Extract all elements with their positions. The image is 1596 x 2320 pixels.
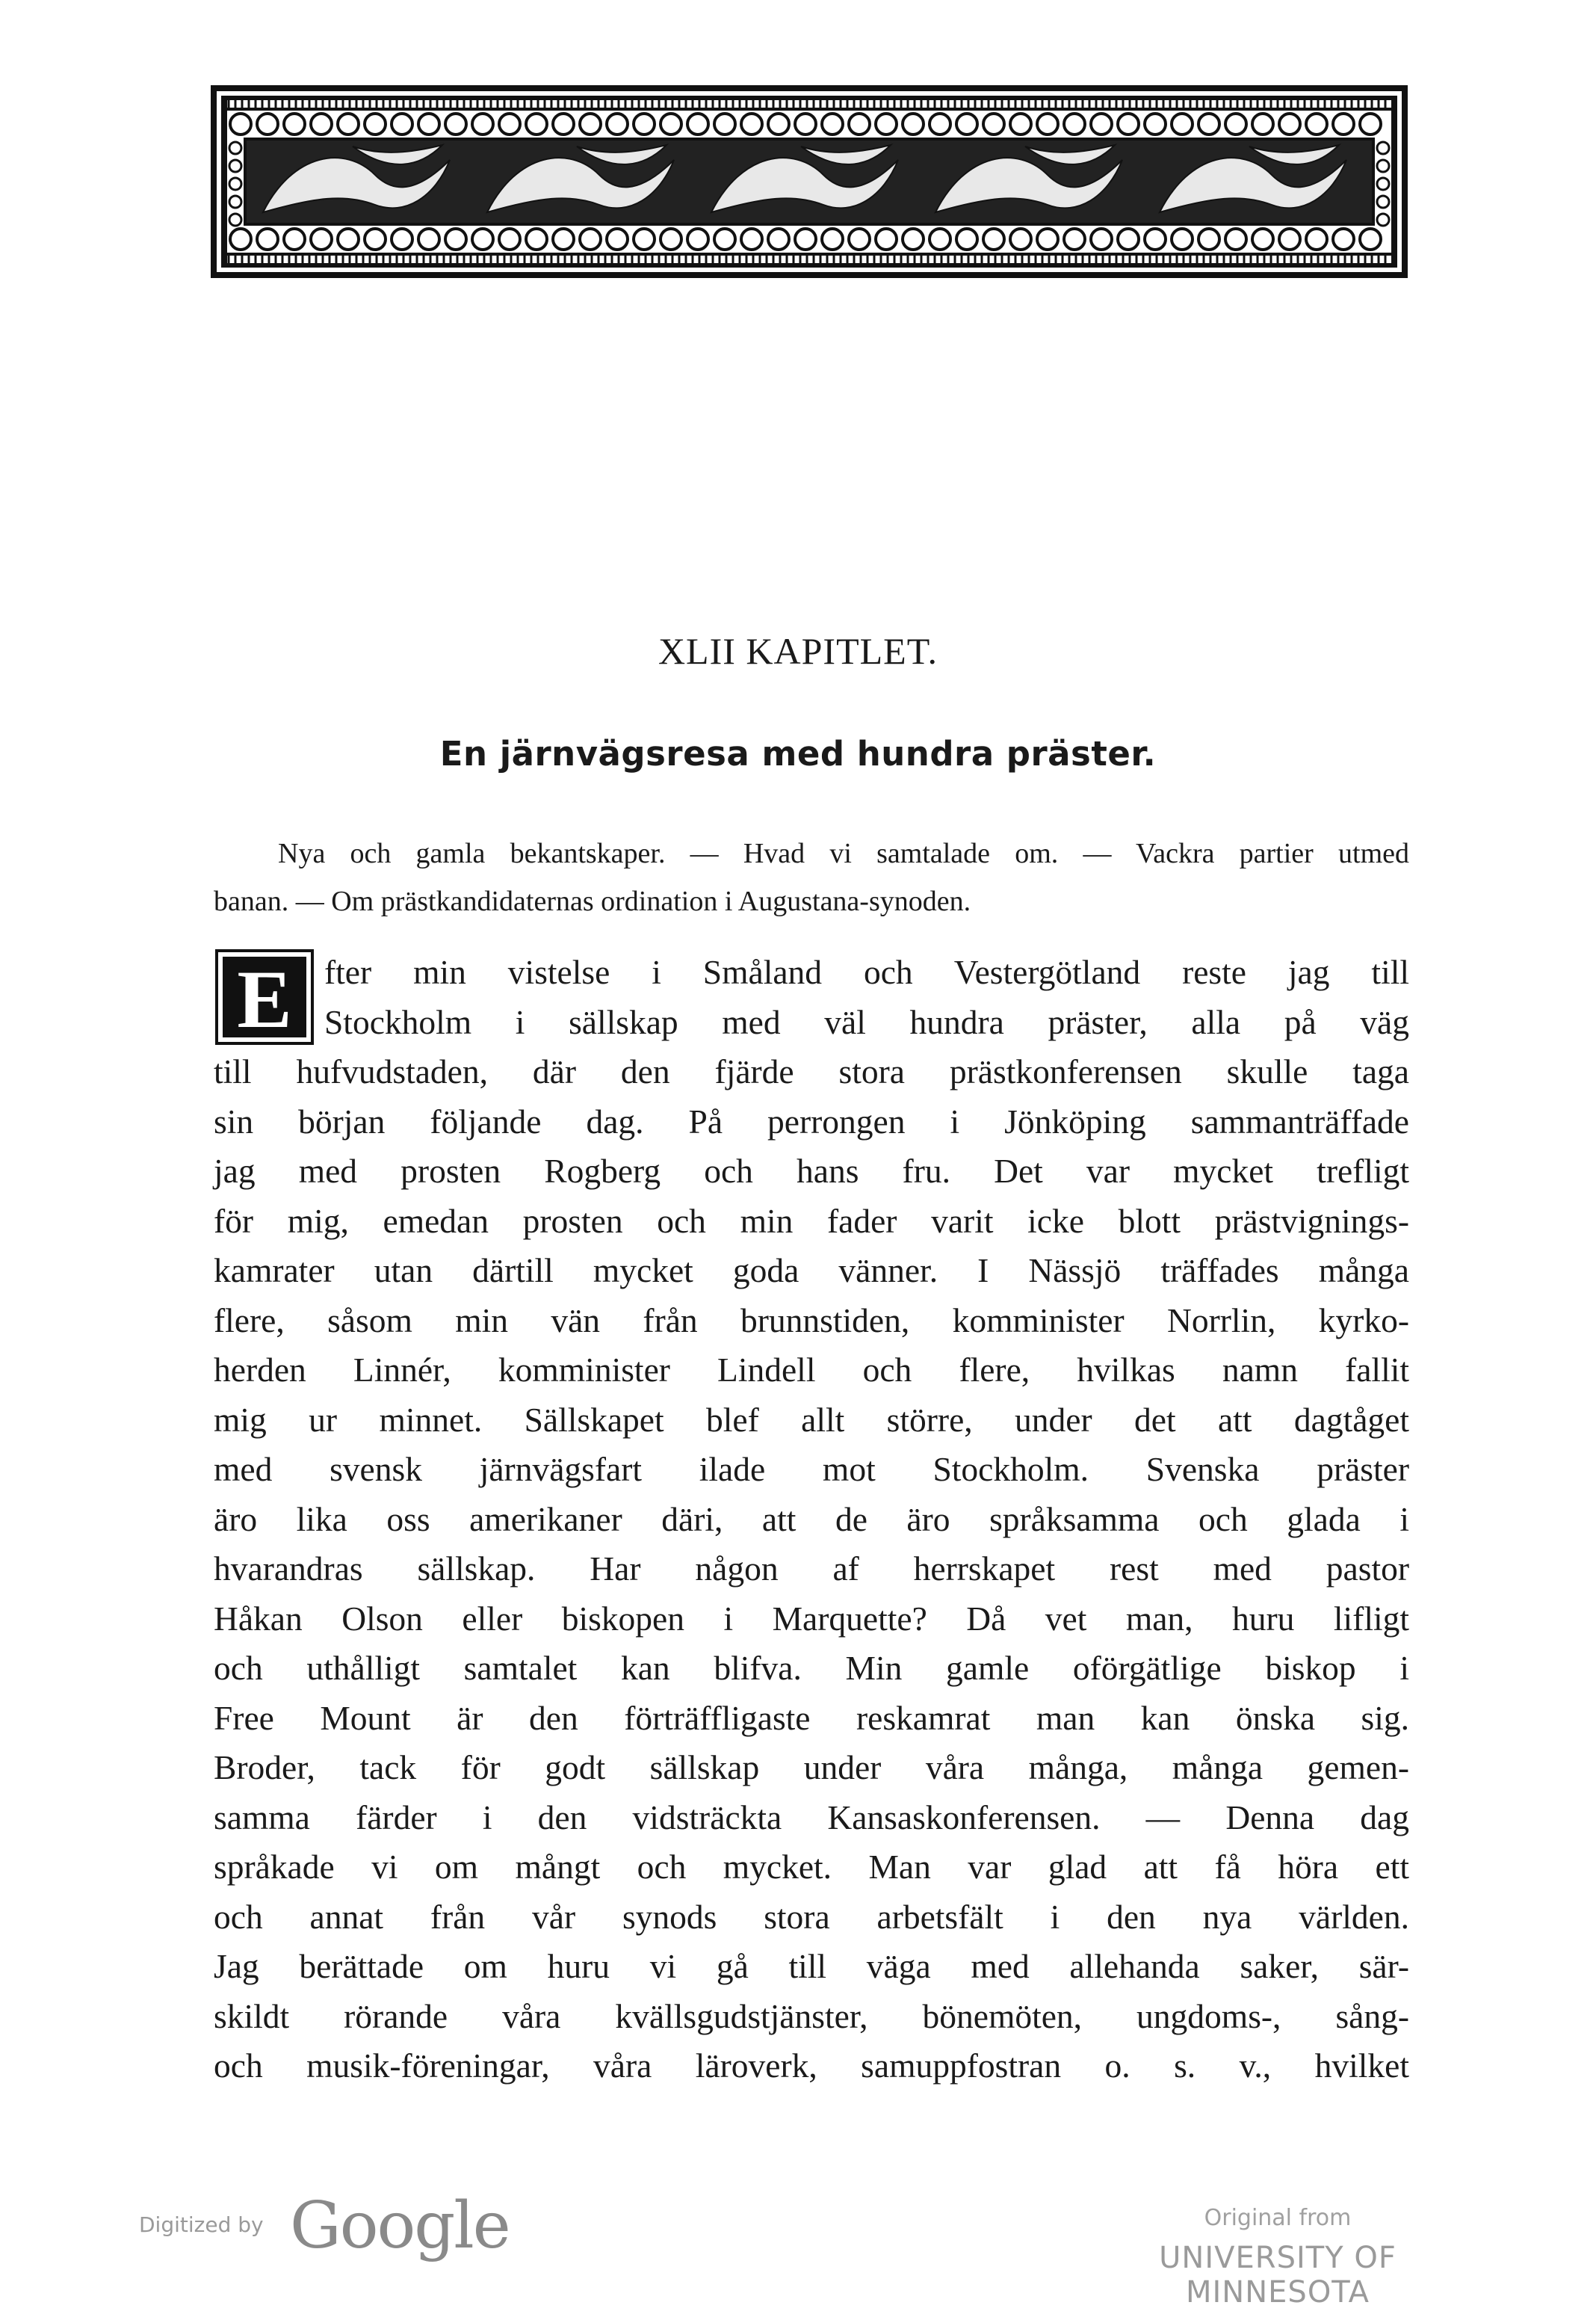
text-line: äro lika oss amerikaner däri, att de äro språksamma och glada i	[214, 1499, 1409, 1538]
text-line: fter min vistelse i Småland och Vestergötland reste jag till	[324, 953, 1409, 991]
text-line: Broder, tack för godt sällskap under våra många, många gemen-	[214, 1748, 1409, 1786]
drop-cap-letter: E	[237, 954, 292, 1045]
ornamental-header-band	[211, 85, 1408, 278]
text-line: herden Linnér, komminister Lindell och flere, hvilkas namn fallit	[214, 1351, 1409, 1389]
text-line: och annat från vår synods stora arbetsfält i den nya världen.	[214, 1897, 1409, 1936]
text-line: och uthålligt samtalet kan blifva. Min gamle oförgätlige biskop i	[214, 1649, 1409, 1687]
text-line: flere, såsom min vän från brunnstiden, komminister Norrlin, kyrko-	[214, 1301, 1409, 1339]
text-line: samma färder i den vidsträckta Kansaskonferensen. — Denna dag	[214, 1798, 1409, 1836]
university-label: UNIVERSITY OF MINNESOTA	[1159, 2241, 1396, 2310]
text-line: hvarandras sällskap. Har någon af herrskapet rest med pastor	[214, 1549, 1409, 1588]
text-line: mig ur minnet. Sällskapet blef allt större, under det att dagtåget	[214, 1400, 1409, 1439]
summary-line: Nya och gamla bekantskaper. — Hvad vi samtalade om. — Vackra partier utmed	[278, 838, 1409, 869]
text-line: Stockholm i sällskap med väl hundra präster, alla på väg	[324, 1002, 1409, 1041]
chapter-title: XLII KAPITLET.	[658, 630, 938, 672]
text-line: skildt rörande våra kvällsgudstjänster, bönemöten, ungdoms-, sång-	[214, 1996, 1409, 2035]
text-line: med svensk järnvägsfart ilade mot Stockholm. Svenska präster	[214, 1450, 1409, 1488]
google-logo: Google	[290, 2188, 510, 2263]
text-line: sin början följande dag. På perrongen i Jönköping sammanträffade	[214, 1102, 1409, 1141]
text-line: Håkan Olson eller biskopen i Marquette? Då vet man, huru lifligt	[214, 1599, 1409, 1638]
text-line: för mig, emedan prosten och min fader varit icke blott prästvignings-	[214, 1201, 1409, 1240]
body-text	[214, 948, 1409, 2091]
digitized-by-label: Digitized by	[139, 2212, 264, 2237]
chapter-subtitle: En järnvägsresa med hundra präster.	[439, 734, 1157, 774]
text-line: Free Mount är den förträffligaste reskamrat man kan önska sig.	[214, 1698, 1409, 1737]
text-line: och musik-föreningar, våra läroverk, samuppfostran o. s. v., hvilket	[214, 2046, 1409, 2085]
text-line: Jag berättade om huru vi gå till väga med allehanda saker, sär-	[214, 1947, 1409, 1985]
text-line: kamrater utan därtill mycket goda vänner. I Nässjö träffades många	[214, 1251, 1409, 1289]
text-line: jag med prosten Rogberg och hans fru. Det var mycket trefligt	[214, 1152, 1409, 1190]
original-from-label: Original from	[1204, 2205, 1352, 2231]
text-line: språkade vi om mångt och mycket. Man var glad att få höra ett	[214, 1848, 1409, 1886]
summary-line: banan. — Om prästkandidaternas ordination i Augustana-synoden.	[214, 886, 971, 917]
text-line: till hufvudstaden, där den fjärde stora prästkonferensen skulle taga	[214, 1052, 1409, 1090]
chapter-summary	[214, 830, 1409, 925]
